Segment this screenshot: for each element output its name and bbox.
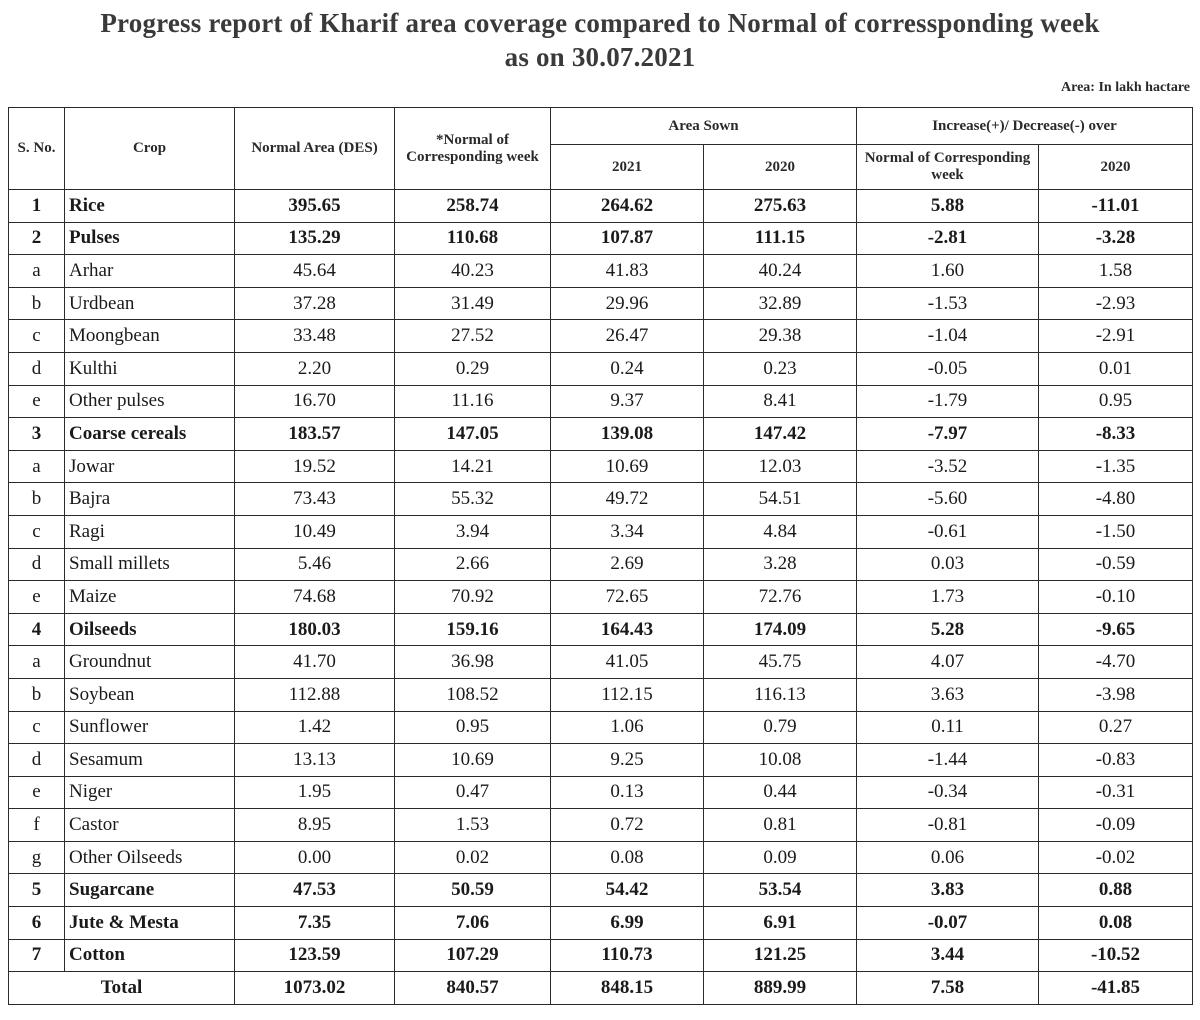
- header-sno: S. No.: [9, 108, 65, 190]
- header-normal-area: Normal Area (DES): [235, 108, 395, 190]
- normal-area-cell: 7.35: [235, 907, 395, 940]
- diff-normal-cell: 0.11: [857, 711, 1039, 744]
- header-area-sown: Area Sown: [551, 108, 857, 145]
- diff-2020-cell: 0.27: [1039, 711, 1193, 744]
- crop-cell: Sunflower: [65, 711, 235, 744]
- normal-week-cell: 108.52: [395, 678, 551, 711]
- diff-2020-cell: -0.02: [1039, 841, 1193, 874]
- table-row: [9, 352, 1193, 385]
- normal-week-cell: 7.06: [395, 907, 551, 940]
- unit-note: Area: In lakh hactare: [1061, 80, 1190, 95]
- header-sown-2020: 2020: [704, 145, 857, 190]
- normal-area-cell: 41.70: [235, 646, 395, 679]
- total-normal-week: 840.57: [395, 972, 551, 1005]
- crop-cell: Arhar: [65, 255, 235, 288]
- sno-cell: f: [9, 809, 65, 842]
- diff-2020-cell: -9.65: [1039, 613, 1193, 646]
- sown-2021-cell: 29.96: [551, 287, 704, 320]
- header-increase-decrease: Increase(+)/ Decrease(-) over: [857, 108, 1193, 145]
- sown-2021-cell: 164.43: [551, 613, 704, 646]
- sown-2020-cell: 40.24: [704, 255, 857, 288]
- sown-2021-cell: 1.06: [551, 711, 704, 744]
- total-diff-normal: 7.58: [857, 972, 1039, 1005]
- diff-2020-cell: -3.98: [1039, 678, 1193, 711]
- diff-2020-cell: 0.08: [1039, 907, 1193, 940]
- table-row: [9, 515, 1193, 548]
- diff-2020-cell: -10.52: [1039, 939, 1193, 972]
- sno-cell: a: [9, 450, 65, 483]
- normal-area-cell: 135.29: [235, 222, 395, 255]
- crop-cell: Bajra: [65, 483, 235, 516]
- normal-area-cell: 37.28: [235, 287, 395, 320]
- sno-cell: e: [9, 385, 65, 418]
- total-label: Total: [9, 972, 235, 1005]
- diff-2020-cell: -0.83: [1039, 744, 1193, 777]
- normal-week-cell: 10.69: [395, 744, 551, 777]
- diff-normal-cell: 0.03: [857, 548, 1039, 581]
- sown-2021-cell: 10.69: [551, 450, 704, 483]
- sno-cell: 7: [9, 939, 65, 972]
- sno-cell: c: [9, 711, 65, 744]
- crop-cell: Rice: [65, 190, 235, 223]
- diff-normal-cell: -0.81: [857, 809, 1039, 842]
- diff-2020-cell: -2.93: [1039, 287, 1193, 320]
- normal-area-cell: 1.95: [235, 776, 395, 809]
- table-row: [9, 678, 1193, 711]
- header-diff-normal: Normal of Corresponding week: [857, 145, 1039, 190]
- sown-2020-cell: 54.51: [704, 483, 857, 516]
- diff-2020-cell: -8.33: [1039, 418, 1193, 451]
- table-row: [9, 320, 1193, 353]
- sown-2020-cell: 10.08: [704, 744, 857, 777]
- crop-cell: Soybean: [65, 678, 235, 711]
- normal-area-cell: 74.68: [235, 581, 395, 614]
- table-row: [9, 744, 1193, 777]
- normal-area-cell: 33.48: [235, 320, 395, 353]
- header-normal-week: *Normal of Corresponding week: [395, 108, 551, 190]
- sown-2020-cell: 3.28: [704, 548, 857, 581]
- crop-cell: Niger: [65, 776, 235, 809]
- crop-cell: Groundnut: [65, 646, 235, 679]
- total-normal-area: 1073.02: [235, 972, 395, 1005]
- normal-week-cell: 2.66: [395, 548, 551, 581]
- diff-2020-cell: -3.28: [1039, 222, 1193, 255]
- normal-area-cell: 8.95: [235, 809, 395, 842]
- sown-2021-cell: 2.69: [551, 548, 704, 581]
- sown-2021-cell: 139.08: [551, 418, 704, 451]
- table-row: [9, 874, 1193, 907]
- sno-cell: e: [9, 776, 65, 809]
- sno-cell: d: [9, 744, 65, 777]
- normal-area-cell: 47.53: [235, 874, 395, 907]
- sown-2021-cell: 0.24: [551, 352, 704, 385]
- normal-area-cell: 13.13: [235, 744, 395, 777]
- sno-cell: 3: [9, 418, 65, 451]
- diff-normal-cell: -1.53: [857, 287, 1039, 320]
- sno-cell: g: [9, 841, 65, 874]
- diff-normal-cell: -5.60: [857, 483, 1039, 516]
- diff-normal-cell: -0.05: [857, 352, 1039, 385]
- normal-week-cell: 31.49: [395, 287, 551, 320]
- sno-cell: d: [9, 352, 65, 385]
- normal-week-cell: 1.53: [395, 809, 551, 842]
- sown-2021-cell: 72.65: [551, 581, 704, 614]
- crop-cell: Coarse cereals: [65, 418, 235, 451]
- sown-2020-cell: 111.15: [704, 222, 857, 255]
- sown-2021-cell: 54.42: [551, 874, 704, 907]
- normal-week-cell: 107.29: [395, 939, 551, 972]
- table-body: [9, 190, 1193, 972]
- sno-cell: a: [9, 255, 65, 288]
- normal-area-cell: 180.03: [235, 613, 395, 646]
- normal-area-cell: 2.20: [235, 352, 395, 385]
- header-sown-2021: 2021: [551, 145, 704, 190]
- table-row: [9, 418, 1193, 451]
- normal-area-cell: 45.64: [235, 255, 395, 288]
- table-row: [9, 581, 1193, 614]
- diff-2020-cell: -0.10: [1039, 581, 1193, 614]
- sown-2021-cell: 41.83: [551, 255, 704, 288]
- sown-2021-cell: 49.72: [551, 483, 704, 516]
- table-row: [9, 646, 1193, 679]
- diff-normal-cell: -0.07: [857, 907, 1039, 940]
- sown-2020-cell: 45.75: [704, 646, 857, 679]
- diff-2020-cell: 0.01: [1039, 352, 1193, 385]
- sno-cell: 6: [9, 907, 65, 940]
- normal-area-cell: 112.88: [235, 678, 395, 711]
- normal-week-cell: 0.29: [395, 352, 551, 385]
- sown-2020-cell: 275.63: [704, 190, 857, 223]
- table-row: [9, 450, 1193, 483]
- sown-2020-cell: 116.13: [704, 678, 857, 711]
- normal-week-cell: 27.52: [395, 320, 551, 353]
- sown-2020-cell: 0.09: [704, 841, 857, 874]
- normal-week-cell: 159.16: [395, 613, 551, 646]
- normal-area-cell: 0.00: [235, 841, 395, 874]
- diff-normal-cell: 1.73: [857, 581, 1039, 614]
- sown-2021-cell: 9.37: [551, 385, 704, 418]
- sno-cell: 5: [9, 874, 65, 907]
- table-row: [9, 841, 1193, 874]
- normal-week-cell: 258.74: [395, 190, 551, 223]
- table-row: [9, 907, 1193, 940]
- kharif-coverage-table: [8, 107, 1193, 1005]
- normal-week-cell: 110.68: [395, 222, 551, 255]
- total-row: [9, 972, 1193, 1005]
- diff-2020-cell: -0.09: [1039, 809, 1193, 842]
- normal-area-cell: 10.49: [235, 515, 395, 548]
- table-row: [9, 190, 1193, 223]
- title-line-1: Progress report of Kharif area coverage compared to Normal of corressponding week: [100, 8, 1100, 38]
- table-row: [9, 809, 1193, 842]
- header-diff-2020: 2020: [1039, 145, 1193, 190]
- table-row: [9, 483, 1193, 516]
- sown-2021-cell: 110.73: [551, 939, 704, 972]
- normal-week-cell: 55.32: [395, 483, 551, 516]
- table-row: [9, 613, 1193, 646]
- sno-cell: 1: [9, 190, 65, 223]
- total-diff-2020: -41.85: [1039, 972, 1193, 1005]
- sown-2020-cell: 121.25: [704, 939, 857, 972]
- table-row: [9, 222, 1193, 255]
- title-line-2: as on 30.07.2021: [504, 42, 696, 72]
- crop-cell: Cotton: [65, 939, 235, 972]
- diff-2020-cell: -2.91: [1039, 320, 1193, 353]
- table-row: [9, 287, 1193, 320]
- normal-week-cell: 3.94: [395, 515, 551, 548]
- crop-cell: Other Oilseeds: [65, 841, 235, 874]
- crop-cell: Maize: [65, 581, 235, 614]
- sown-2020-cell: 6.91: [704, 907, 857, 940]
- crop-cell: Other pulses: [65, 385, 235, 418]
- sno-cell: c: [9, 320, 65, 353]
- sown-2020-cell: 4.84: [704, 515, 857, 548]
- sown-2020-cell: 8.41: [704, 385, 857, 418]
- normal-week-cell: 50.59: [395, 874, 551, 907]
- table-row: [9, 385, 1193, 418]
- crop-cell: Pulses: [65, 222, 235, 255]
- diff-2020-cell: -1.50: [1039, 515, 1193, 548]
- crop-cell: Kulthi: [65, 352, 235, 385]
- diff-normal-cell: 5.28: [857, 613, 1039, 646]
- crop-cell: Urdbean: [65, 287, 235, 320]
- sno-cell: e: [9, 581, 65, 614]
- sown-2020-cell: 72.76: [704, 581, 857, 614]
- sno-cell: c: [9, 515, 65, 548]
- sown-2021-cell: 6.99: [551, 907, 704, 940]
- sown-2020-cell: 147.42: [704, 418, 857, 451]
- sno-cell: b: [9, 678, 65, 711]
- diff-normal-cell: -0.61: [857, 515, 1039, 548]
- normal-area-cell: 19.52: [235, 450, 395, 483]
- crop-cell: Jute & Mesta: [65, 907, 235, 940]
- normal-week-cell: 11.16: [395, 385, 551, 418]
- total-sown-2020: 889.99: [704, 972, 857, 1005]
- sown-2021-cell: 107.87: [551, 222, 704, 255]
- crop-cell: Oilseeds: [65, 613, 235, 646]
- table-row: [9, 939, 1193, 972]
- diff-normal-cell: -7.97: [857, 418, 1039, 451]
- sown-2020-cell: 12.03: [704, 450, 857, 483]
- diff-2020-cell: -0.31: [1039, 776, 1193, 809]
- diff-normal-cell: -1.04: [857, 320, 1039, 353]
- sno-cell: b: [9, 483, 65, 516]
- sown-2021-cell: 0.08: [551, 841, 704, 874]
- crop-cell: Jowar: [65, 450, 235, 483]
- sown-2021-cell: 9.25: [551, 744, 704, 777]
- normal-week-cell: 40.23: [395, 255, 551, 288]
- diff-normal-cell: -3.52: [857, 450, 1039, 483]
- normal-area-cell: 395.65: [235, 190, 395, 223]
- sown-2020-cell: 174.09: [704, 613, 857, 646]
- sno-cell: b: [9, 287, 65, 320]
- table-row: [9, 776, 1193, 809]
- normal-area-cell: 183.57: [235, 418, 395, 451]
- diff-normal-cell: 3.63: [857, 678, 1039, 711]
- normal-week-cell: 14.21: [395, 450, 551, 483]
- diff-2020-cell: 0.95: [1039, 385, 1193, 418]
- normal-area-cell: 1.42: [235, 711, 395, 744]
- sown-2020-cell: 0.44: [704, 776, 857, 809]
- report-title: [0, 6, 1200, 74]
- sown-2021-cell: 264.62: [551, 190, 704, 223]
- sown-2021-cell: 0.72: [551, 809, 704, 842]
- table-row: [9, 711, 1193, 744]
- diff-2020-cell: 0.88: [1039, 874, 1193, 907]
- normal-area-cell: 123.59: [235, 939, 395, 972]
- sown-2021-cell: 3.34: [551, 515, 704, 548]
- diff-normal-cell: 3.83: [857, 874, 1039, 907]
- normal-area-cell: 16.70: [235, 385, 395, 418]
- diff-normal-cell: 0.06: [857, 841, 1039, 874]
- total-sown-2021: 848.15: [551, 972, 704, 1005]
- sown-2020-cell: 32.89: [704, 287, 857, 320]
- diff-normal-cell: 3.44: [857, 939, 1039, 972]
- normal-week-cell: 0.47: [395, 776, 551, 809]
- normal-area-cell: 5.46: [235, 548, 395, 581]
- sown-2021-cell: 26.47: [551, 320, 704, 353]
- crop-cell: Small millets: [65, 548, 235, 581]
- normal-week-cell: 0.95: [395, 711, 551, 744]
- normal-week-cell: 0.02: [395, 841, 551, 874]
- sown-2021-cell: 112.15: [551, 678, 704, 711]
- crop-cell: Moongbean: [65, 320, 235, 353]
- diff-2020-cell: -1.35: [1039, 450, 1193, 483]
- diff-normal-cell: 1.60: [857, 255, 1039, 288]
- normal-week-cell: 70.92: [395, 581, 551, 614]
- crop-cell: Ragi: [65, 515, 235, 548]
- sown-2020-cell: 0.23: [704, 352, 857, 385]
- diff-normal-cell: -0.34: [857, 776, 1039, 809]
- diff-2020-cell: -4.70: [1039, 646, 1193, 679]
- diff-2020-cell: -4.80: [1039, 483, 1193, 516]
- diff-normal-cell: 5.88: [857, 190, 1039, 223]
- sno-cell: 4: [9, 613, 65, 646]
- normal-week-cell: 36.98: [395, 646, 551, 679]
- sown-2021-cell: 41.05: [551, 646, 704, 679]
- crop-cell: Castor: [65, 809, 235, 842]
- normal-week-cell: 147.05: [395, 418, 551, 451]
- normal-area-cell: 73.43: [235, 483, 395, 516]
- sown-2021-cell: 0.13: [551, 776, 704, 809]
- sno-cell: a: [9, 646, 65, 679]
- table-row: [9, 255, 1193, 288]
- diff-normal-cell: 4.07: [857, 646, 1039, 679]
- diff-normal-cell: -1.44: [857, 744, 1039, 777]
- sno-cell: d: [9, 548, 65, 581]
- diff-2020-cell: -11.01: [1039, 190, 1193, 223]
- crop-cell: Sugarcane: [65, 874, 235, 907]
- diff-2020-cell: 1.58: [1039, 255, 1193, 288]
- sown-2020-cell: 0.79: [704, 711, 857, 744]
- diff-normal-cell: -1.79: [857, 385, 1039, 418]
- diff-normal-cell: -2.81: [857, 222, 1039, 255]
- header-crop: Crop: [65, 108, 235, 190]
- sown-2020-cell: 0.81: [704, 809, 857, 842]
- sown-2020-cell: 29.38: [704, 320, 857, 353]
- table-row: [9, 548, 1193, 581]
- crop-cell: Sesamum: [65, 744, 235, 777]
- sown-2020-cell: 53.54: [704, 874, 857, 907]
- diff-2020-cell: -0.59: [1039, 548, 1193, 581]
- sno-cell: 2: [9, 222, 65, 255]
